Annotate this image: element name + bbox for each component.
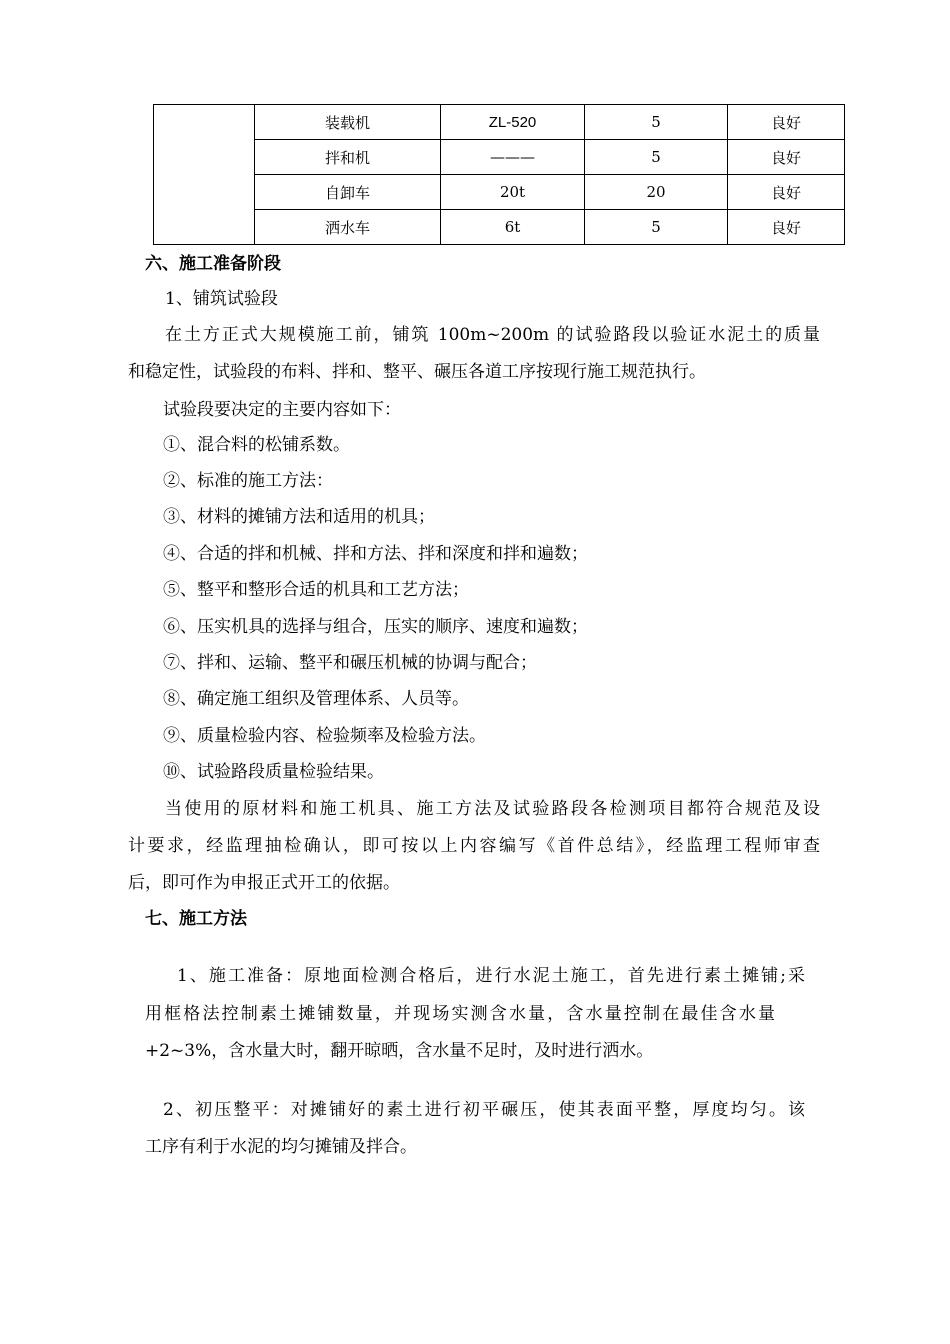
paragraph-line: 在土方正式大规模施工前，铺筑 100m~200m 的试验路段以验证水泥土的质量	[165, 325, 820, 345]
equipment-spec: ZL-520	[441, 105, 585, 140]
table-row	[154, 210, 845, 245]
paragraph-line: 用框格法控制素土摊铺数量，并现场实测含水量，含水量控制在最佳含水量	[145, 1004, 775, 1024]
paragraph-line: 2、初压整平：对摊铺好的素土进行初平碾压，使其表面平整，厚度均匀。该	[163, 1100, 805, 1120]
equipment-name: 拌和机	[255, 140, 441, 175]
equipment-qty: 20	[585, 175, 728, 210]
equipment-spec: 20t	[441, 175, 585, 210]
equipment-status: 良好	[728, 210, 845, 245]
list-item: ①、混合料的松铺系数。	[163, 435, 350, 455]
paragraph-line: 工序有利于水泥的均匀摊铺及拌合。	[145, 1137, 417, 1157]
list-item: ③、材料的摊铺方法和适用的机具；	[163, 507, 435, 527]
list-item: ⑦、拌和、运输、整平和碾压机械的协调与配合；	[163, 653, 537, 673]
equipment-status: 良好	[728, 140, 845, 175]
paragraph-line: 当使用的原材料和施工机具、施工方法及试验路段各检测项目都符合规范及设	[165, 799, 820, 819]
list-item: ④、合适的拌和机械、拌和方法、拌和深度和拌和遍数；	[163, 544, 588, 564]
equipment-qty: 5	[585, 140, 728, 175]
table-row	[154, 105, 845, 140]
list-item: ⑨、质量检验内容、检验频率及检验方法。	[163, 726, 486, 746]
subsection-heading: 1、铺筑试验段	[165, 289, 278, 309]
table-row	[154, 140, 845, 175]
equipment-name: 装载机	[255, 105, 441, 140]
equipment-spec: ———	[441, 140, 585, 175]
paragraph-line: 计要求，经监理抽检确认，即可按以上内容编写《首件总结》，经监理工程师审查	[128, 836, 820, 856]
equipment-qty: 5	[585, 210, 728, 245]
paragraph-line: 1、施工准备：原地面检测合格后，进行水泥土施工，首先进行素土摊铺;采	[177, 966, 805, 986]
equipment-qty: 5	[585, 105, 728, 140]
merged-category-cell	[154, 105, 255, 245]
equipment-spec: 6t	[441, 210, 585, 245]
section-6-heading: 六、施工准备阶段	[145, 254, 281, 274]
paragraph-line: 后，即可作为申报正式开工的依据。	[128, 873, 400, 893]
list-item: ②、标准的施工方法：	[163, 471, 333, 491]
table-row	[154, 175, 845, 210]
list-item: ⑧、确定施工组织及管理体系、人员等。	[163, 689, 469, 709]
paragraph-line: +2~3%，含水量大时，翻开晾晒，含水量不足时，及时进行洒水。	[145, 1041, 654, 1061]
list-item: ⑩、试验路段质量检验结果。	[163, 762, 384, 782]
equipment-status: 良好	[728, 105, 845, 140]
equipment-name: 自卸车	[255, 175, 441, 210]
equipment-status: 良好	[728, 175, 845, 210]
list-item: ⑤、整平和整形合适的机具和工艺方法；	[163, 580, 469, 600]
equipment-table	[153, 104, 845, 245]
section-7-heading: 七、施工方法	[145, 909, 247, 929]
list-item: ⑥、压实机具的选择与组合，压实的顺序、速度和遍数；	[163, 617, 588, 637]
equipment-name: 洒水车	[255, 210, 441, 245]
list-intro: 试验段要决定的主要内容如下：	[163, 400, 401, 420]
paragraph-line: 和稳定性，试验段的布料、拌和、整平、碾压各道工序按现行施工规范执行。	[128, 362, 706, 382]
